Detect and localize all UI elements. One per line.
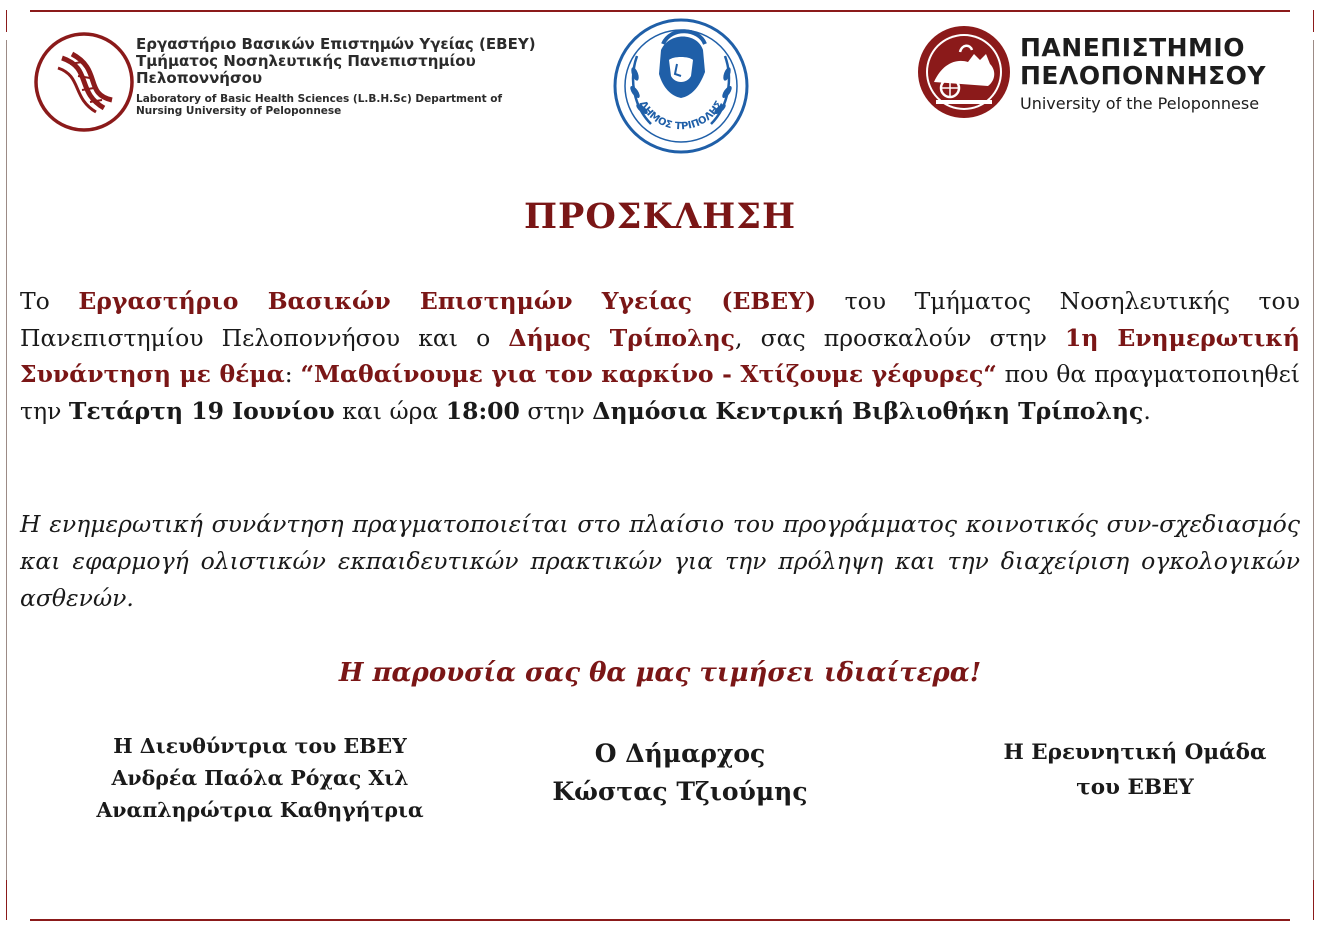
signature-mayor-role: Ο Δήμαρχος [594,739,766,768]
closing-line: Η παρουσία σας θα μας τιμήσει ιδιαίτερα! [338,658,982,688]
dimos-logo-text: ΔΗΜΟΣ ΤΡΙΠΟΛΗΣ [636,99,726,133]
university-name-en: University of the Peloponnese [1020,94,1260,113]
lab-name-en-line-1: Laboratory of Basic Health Sciences (L.B.H.Sc) Department of [136,93,503,105]
invitation-paragraph [20,283,1300,429]
lab-dna-logo [32,30,137,135]
invitation-title: ΠΡΟΣΚΛΗΣΗ [523,196,797,237]
frame-bottom-border [30,919,1290,921]
university-name-gr-line-1: ΠΑΝΕΠΙΣΤΗΜΙΟ [1020,33,1245,62]
university-seal-logo [916,24,1012,120]
signature-director-name: Ανδρέα Παόλα Ρόχας Χιλ [111,766,409,790]
lab-name-gr-line-1: Εργαστήριο Βασικών Επιστημών Υγείας (ΕΒΕΥ) [136,35,536,53]
signature-director-role: Η Διευθύντρια του ΕΒΕΥ [113,734,407,758]
frame-corner-top-right [1291,10,1314,32]
text-segment: : [284,360,301,388]
lab-name-gr-line-2: Τμήματος Νοσηλευτικής Πανεπιστημίου [136,52,476,70]
program-context-paragraph: Η ενημερωτική συνάντηση πραγματοποιείται στο πλαίσιο του προγράμματος κοινοτικός συν-σχεδιασμός και εφαρμογή ολιστικών εκπαιδευτικών πρακτικών για την πρόληψη και την διαχείριση ογκολογικών ασθενών. [20,510,1300,612]
signature-research-team [940,735,1320,805]
university-name-gr-line-2: ΠΕΛΟΠΟΝΝΗΣΟΥ [1020,61,1266,90]
text-segment: . [1143,396,1151,425]
signature-team-line-2: του ΕΒΕΥ [1076,775,1194,800]
signature-mayor-name: Κώστας Τζιούμης [552,777,808,806]
lab-name-en-block [136,93,536,117]
frame-corner-bottom-right [1291,880,1314,920]
frame-top-border [30,10,1290,12]
event-date: Τετάρτη 19 Ιουνίου [68,396,335,425]
dimos-tripolis-logo [611,16,751,156]
signature-director-title: Αναπληρώτρια Καθηγήτρια [96,798,424,822]
event-time: 18:00 [445,396,520,425]
lab-name-block [136,36,536,117]
university-name-block [1020,34,1266,115]
text-segment: του Τμήματος Νοσηλευτικής του Πανεπιστημίου Πελοποννήσου και ο [20,287,1300,352]
frame-corner-bottom-left [6,880,29,920]
dimos-name-highlight: Δήμος Τρίπολης [508,323,735,352]
text-segment: Το [20,287,79,315]
text-segment: που θα πραγματοποιηθεί την [20,360,1300,425]
event-name-highlight: 1η Ενημερωτική Συνάντηση με θέμα [20,323,1300,388]
signature-director [40,730,480,826]
lab-name-highlight: Εργαστήριο Βασικών Επιστημών Υγείας (ΕΒΕΥ) [78,287,817,315]
text-segment: στην [519,396,593,425]
text-segment: και ώρα [334,396,446,425]
lab-name-en-line-2: Nursing University of Peloponnese [136,105,342,117]
text-segment: , σας προσκαλούν στην [734,323,1066,352]
event-venue: Δημόσια Κεντρική Βιβλιοθήκη Τρίπολης [592,396,1144,425]
signature-mayor [490,735,870,811]
frame-corner-top-left [6,10,29,32]
event-topic-highlight: “Μαθαίνουμε για τον καρκίνο - Χτίζουμε γέφυρες“ [300,360,997,388]
lab-name-gr-line-3: Πελοποννήσου [136,69,263,87]
signature-team-line-1: Η Ερευνητική Ομάδα [1003,740,1267,765]
frame-left-border [6,40,7,893]
